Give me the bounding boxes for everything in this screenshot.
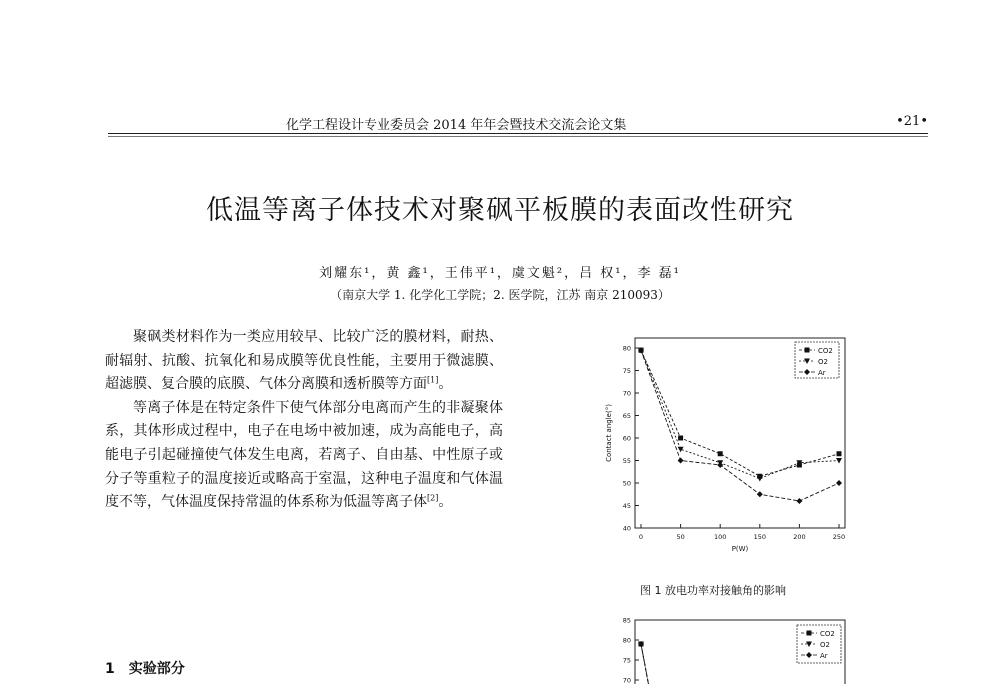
legend-label-0: CO2 — [818, 347, 833, 355]
page-number: •21• — [896, 114, 928, 129]
x-tick-label: 250 — [832, 533, 846, 541]
x-tick-label: 0 — [638, 533, 644, 541]
journal-title: 化学工程设计专业委员会 2014 年年会暨技术交流会论文集 — [286, 118, 627, 133]
citation-2[interactable]: [2] — [427, 493, 439, 503]
legend-label-2: Ar — [818, 369, 826, 377]
series-CO2-point — [678, 436, 683, 441]
y-tick-label: 80 — [622, 344, 631, 353]
y-axis-label: Contact angle(°) — [605, 404, 613, 462]
x-tick-label: 100 — [713, 533, 727, 541]
y-tick-label: 85 — [622, 616, 631, 625]
section-title: 实验部分 — [128, 661, 185, 677]
y-tick-label: 75 — [622, 656, 631, 665]
paper-title: 低温等离子体技术对聚砜平板膜的表面改性研究 — [206, 195, 794, 226]
legend-label-2: Ar — [820, 652, 828, 660]
series-Ar-point — [796, 498, 802, 504]
series-Ar-point — [757, 491, 763, 497]
x-axis-label: P(W) — [731, 545, 749, 553]
series-Ar-point — [678, 458, 684, 464]
legend-label-1: O2 — [818, 358, 828, 366]
y-tick-label: 60 — [622, 434, 631, 443]
y-tick-label: 70 — [622, 389, 631, 398]
legend-marker-0 — [805, 348, 810, 353]
series-CO2-point — [718, 451, 723, 456]
figure-1-caption: 图 1 放电功率对接触角的影响 — [640, 584, 786, 597]
series-Ar-line — [641, 644, 649, 684]
body-text — [105, 326, 503, 515]
figure-1-chart — [590, 330, 860, 560]
legend-label-0: CO2 — [820, 630, 835, 638]
series-Ar-point — [836, 480, 842, 486]
y-tick-label: 45 — [622, 502, 631, 510]
running-header — [108, 112, 928, 132]
paragraph-1: 聚砜类材料作为一类应用较早、比较广泛的膜材料，耐热、耐辐射、抗酸、抗氧化和易成膜等优良性能，主要用于微滤膜、超滤膜、复合膜的底膜、气体分离膜和透析膜等方面[1]。 — [105, 329, 503, 393]
series-O2-point — [836, 458, 842, 464]
paragraph-2: 等离子体是在特定条件下使气体部分电离而产生的非凝聚体系，其体形成过程中，电子在电场中被加速，成为高能电子，高能电子引起碰撞使气体发生电离，若离子、自由基、中性原子或分子等重粒子的温度接近或略高于室温，这种电子温度和气体温度不等，气体温度保持常温的体系称为低温等离子体[2]。 — [105, 399, 503, 511]
section-number: 1 — [105, 661, 115, 677]
y-tick-label: 80 — [622, 636, 631, 645]
header-rule-thin — [108, 136, 928, 137]
series-CO2-point — [837, 451, 842, 456]
author-list: 刘耀东¹，黄 鑫¹，王伟平¹，虞文魁²，吕 权¹，李 磊¹ — [319, 266, 681, 281]
y-tick-label: 75 — [622, 367, 631, 375]
x-tick-label: 50 — [676, 533, 685, 541]
affiliation: （南京大学 1. 化学化工学院；2. 医学院，江苏 南京 210093） — [330, 288, 670, 302]
y-tick-label: 40 — [622, 524, 631, 533]
header-rule — [108, 133, 928, 134]
y-tick-label: 50 — [622, 479, 631, 488]
legend-marker-0 — [807, 631, 812, 636]
figure-2-chart — [590, 612, 860, 684]
y-tick-label: 55 — [622, 457, 631, 465]
citation-1[interactable]: [1] — [427, 375, 439, 385]
y-tick-label: 70 — [622, 676, 631, 684]
y-tick-label: 65 — [622, 412, 631, 420]
x-tick-label: 150 — [753, 533, 767, 541]
legend-label-1: O2 — [820, 641, 830, 649]
x-tick-label: 200 — [793, 533, 806, 541]
section-heading — [105, 658, 185, 678]
